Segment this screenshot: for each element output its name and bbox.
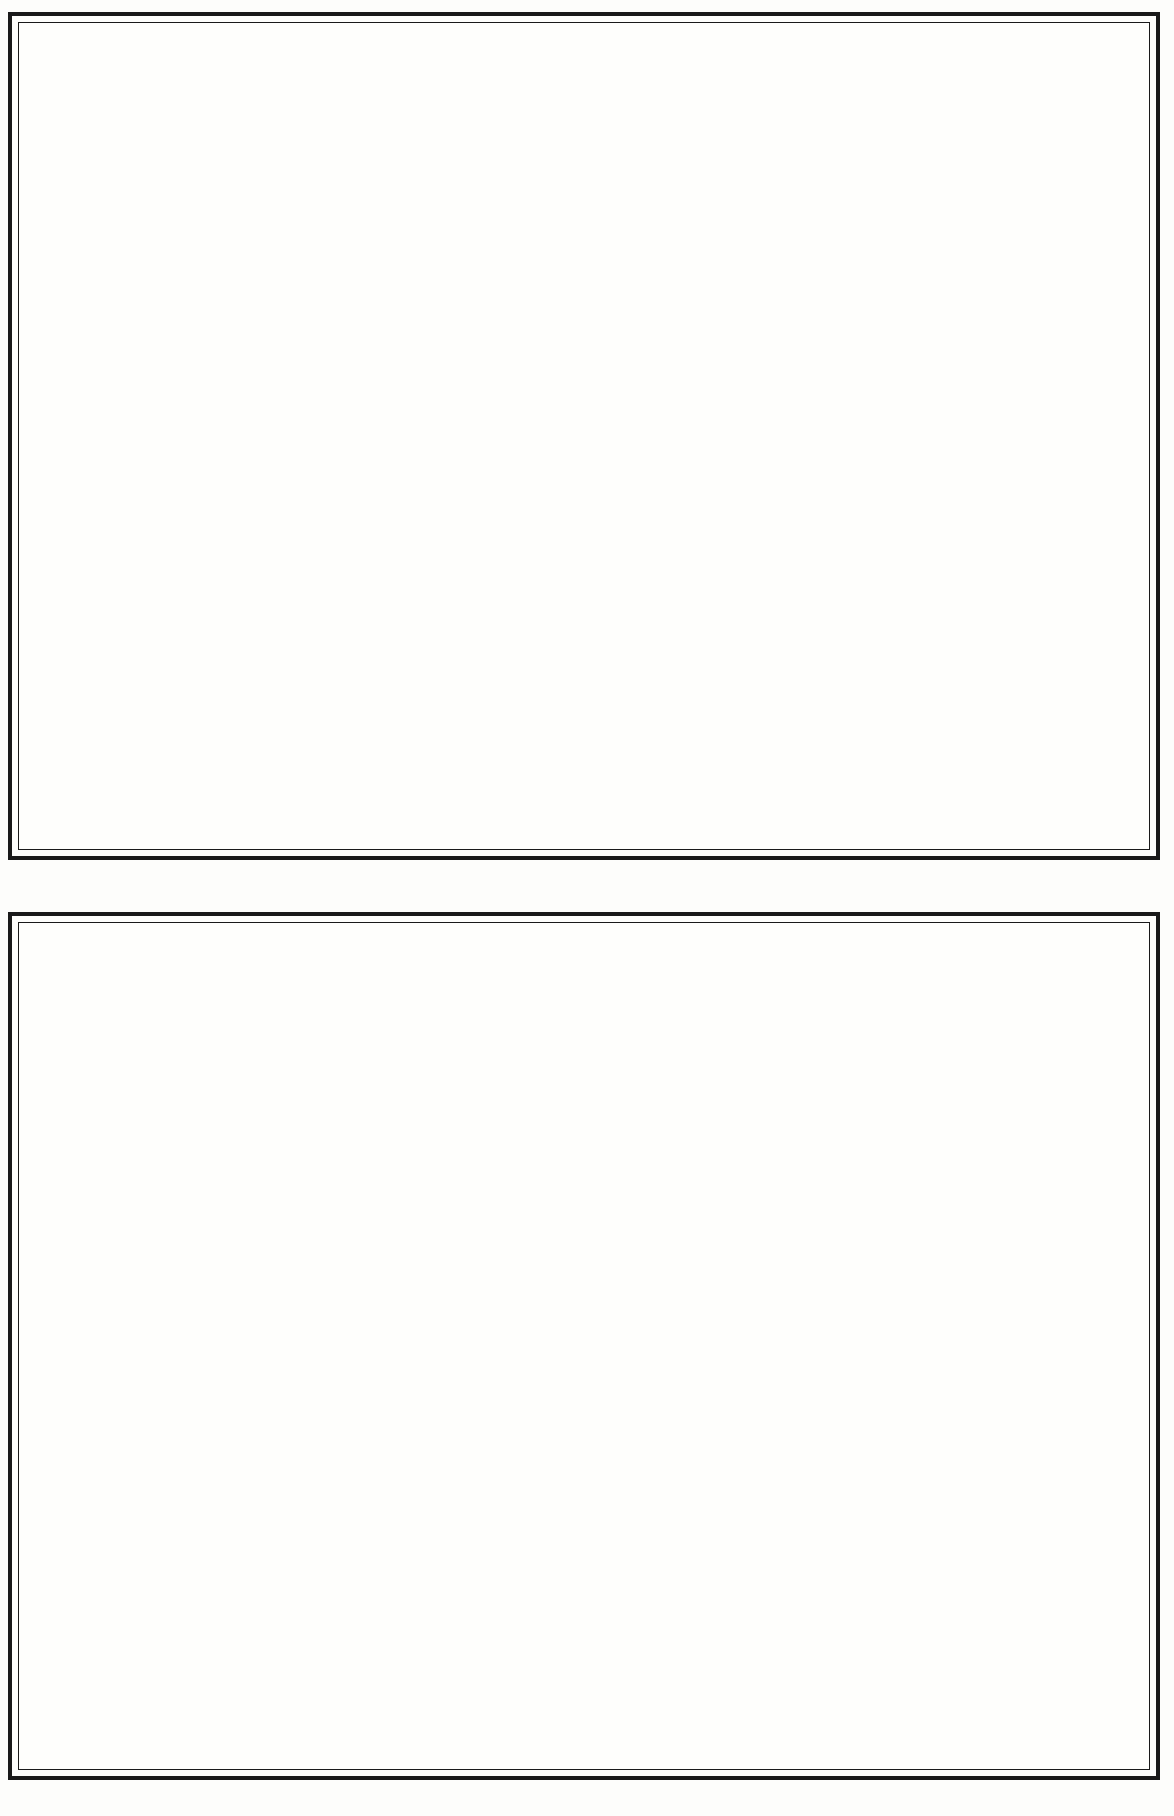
page-top-columns xyxy=(18,22,1150,850)
page-bottom xyxy=(8,912,1160,1780)
page-top xyxy=(8,12,1160,860)
page-bottom-columns xyxy=(18,922,1150,1770)
